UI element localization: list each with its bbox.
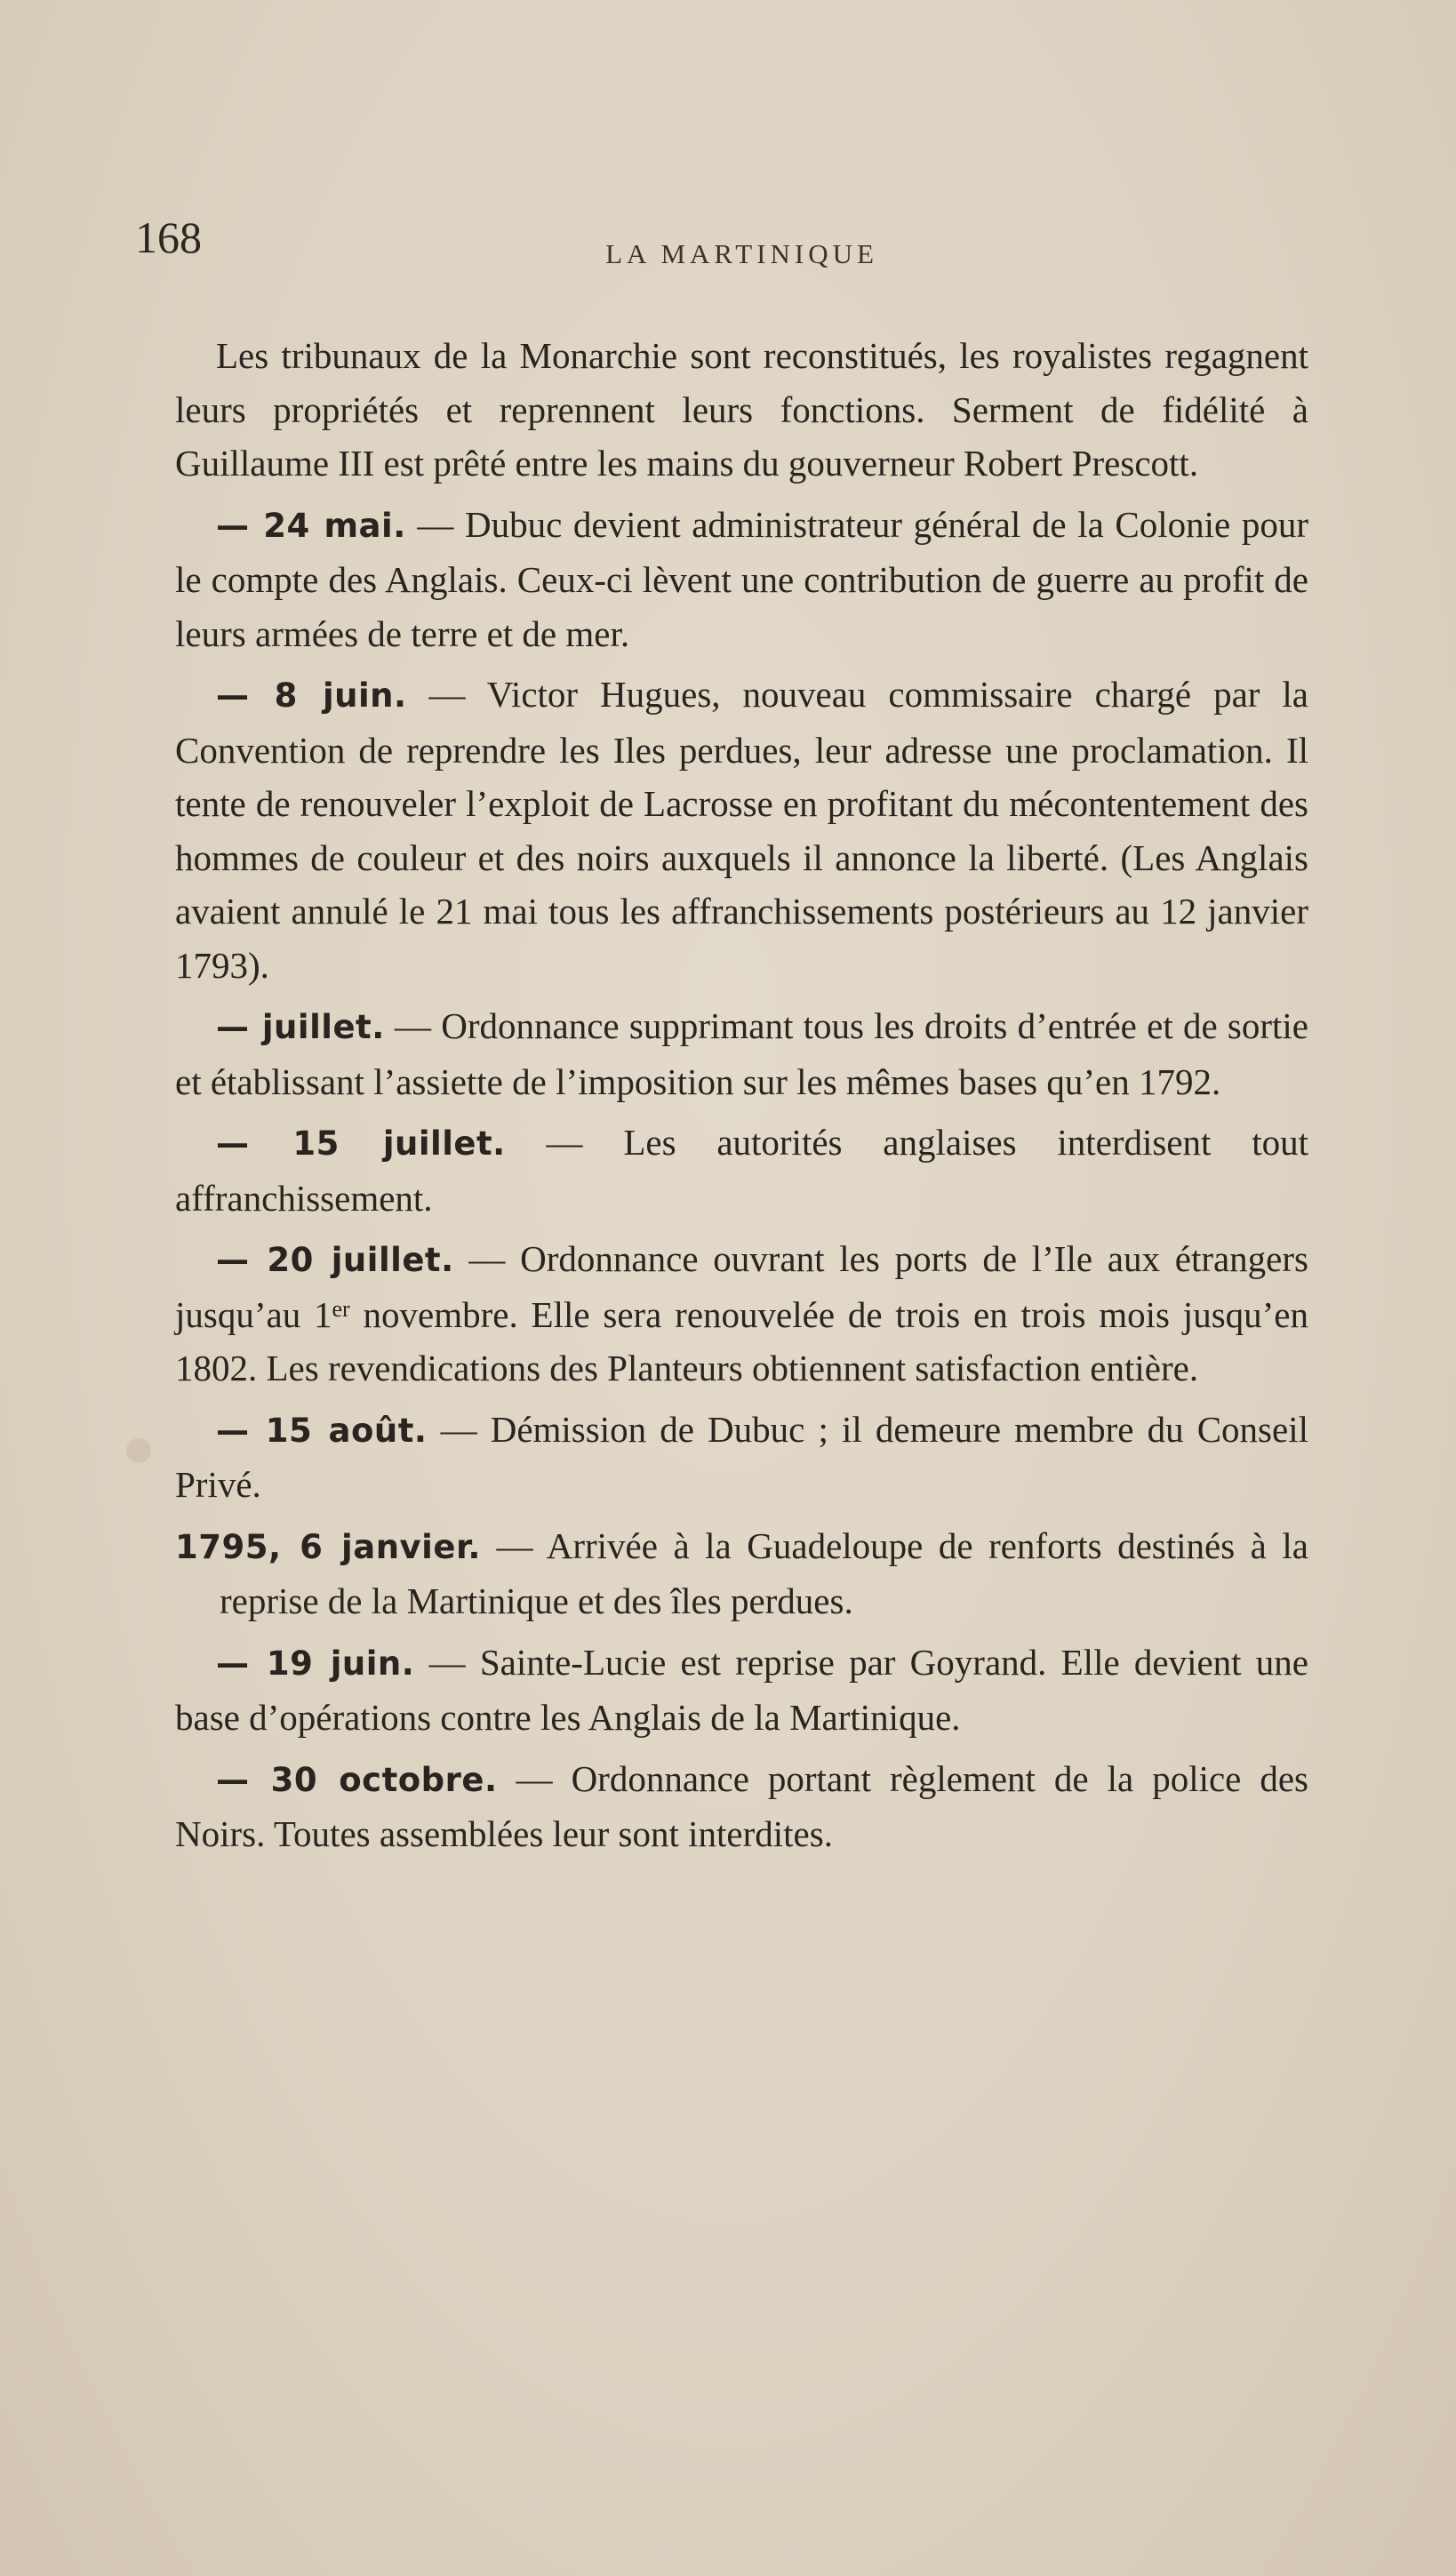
chronology-entry xyxy=(175,1403,1308,1512)
entry-date: — 30 octobre. xyxy=(216,1760,498,1799)
entry-separator: — xyxy=(414,1641,480,1683)
chronology-entry xyxy=(175,1116,1308,1225)
entry-text: Ordonnance ouvrant les ports de l’Ile aux étrangers jusqu’au 1 xyxy=(175,1238,1308,1335)
entry-separator: — xyxy=(384,1005,442,1046)
entry-date: — juillet. xyxy=(216,1008,385,1046)
entry-separator: — xyxy=(480,1524,547,1566)
entry-text: Arrivée à la Guadeloupe de renforts destinés à la reprise de la Martinique et des îles perdues. xyxy=(220,1524,1308,1621)
entry-text: Ordonnance supprimant tous les droits d’entrée et de sortie et établissant l’assiette de l’imposition sur les mêmes bases qu’en 1792. xyxy=(175,1005,1308,1102)
entry-separator: — xyxy=(406,674,487,715)
entry-text: Démission de Dubuc ; il demeure membre du Conseil Privé. xyxy=(175,1408,1308,1505)
entry-date: — 24 mai. xyxy=(216,506,406,545)
page-number: 168 xyxy=(135,212,202,262)
chronology-entry xyxy=(175,999,1308,1108)
chronology-entry xyxy=(175,1752,1308,1861)
entry-separator: — xyxy=(427,1408,491,1450)
page-header xyxy=(135,212,1308,274)
running-title: LA MARTINIQUE xyxy=(605,238,878,269)
chronology-entry xyxy=(175,668,1308,992)
entry-date: — 19 juin. xyxy=(216,1644,415,1683)
entry-separator: — xyxy=(453,1238,521,1279)
chronology-entry-year xyxy=(175,1519,1308,1628)
entry-text: Dubuc devient administrateur général de la Colonie pour le compte des Anglais. Ceux-ci lèvent une contribution de guerre au profit de leurs armées de terre et de mer. xyxy=(175,503,1308,654)
entry-separator: — xyxy=(505,1122,624,1163)
entry-date: — 15 juillet. xyxy=(216,1124,506,1163)
entry-separator: — xyxy=(497,1757,572,1799)
entry-date: — 15 août. xyxy=(216,1411,428,1450)
entry-text: Sainte-Lucie est reprise par Goyrand. Elle devient une base d’opérations contre les Anglais de la Martinique. xyxy=(175,1641,1309,1738)
entry-text: Les autorités anglaises interdisent tout affranchissement. xyxy=(175,1122,1308,1219)
chronology-entry xyxy=(175,1232,1308,1396)
entry-text: Victor Hugues, nouveau commissaire chargé par la Convention de reprendre les Iles perdues, leur adresse une proclamation. Il tente de renouveler l’exploit de Lacrosse en profitant du mécontentement des hommes de couleur et des noirs auxquels il annonce la liberté. (Les Anglais avaient annulé le 21 mai tous les affranchissements postérieurs au 12 janvier 1793). xyxy=(175,674,1308,986)
chronology-text xyxy=(175,329,1308,1861)
entry-text: Les tribunaux de la Monarchie sont reconstitués, les royalistes regagnent leurs propriétés et reprennent leurs fonctions. Serment de fidélité à Guillaume III est prêté entre les mains du gouverneur Robert Prescott. xyxy=(175,335,1308,484)
entry-date: — 8 juin. xyxy=(216,676,407,715)
chronology-entry xyxy=(175,1636,1308,1745)
paper-stain xyxy=(126,1438,151,1463)
chronology-entry xyxy=(175,498,1308,661)
entry-text: Ordonnance portant règlement de la police des Noirs. Toutes assemblées leur sont interdites. xyxy=(175,1757,1309,1854)
entry-date: — 20 juillet. xyxy=(216,1241,454,1279)
chronology-entry xyxy=(175,329,1308,491)
entry-text-continued: novembre. Elle sera renouvelée de trois en trois mois jusqu’en 1802. Les revendications des Planteurs obtiennent satisfaction entière. xyxy=(175,1293,1308,1388)
entry-separator: — xyxy=(405,503,465,545)
book-page xyxy=(135,212,1309,1861)
entry-date: 1795, 6 janvier. xyxy=(175,1527,481,1566)
ordinal-superscript: er xyxy=(332,1295,350,1322)
